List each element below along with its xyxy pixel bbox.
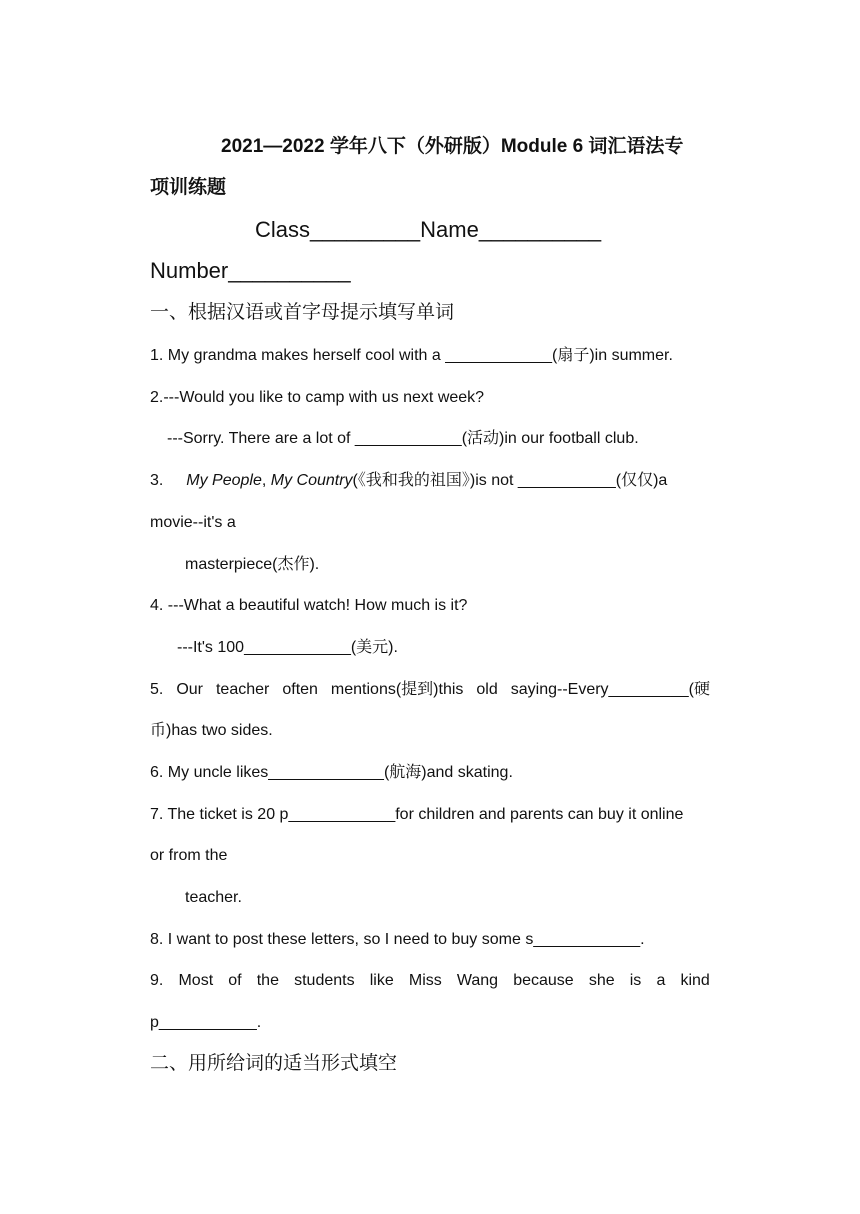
title-line-1: 2021—2022 学年八下（外研版）Module 6 词汇语法专 (221, 136, 684, 157)
question-9-line-2: p___________. (150, 1014, 262, 1031)
question-7-line-3: teacher. (185, 889, 242, 906)
q9-word: a (656, 972, 666, 989)
q5-word: mentions(提到)this (330, 681, 464, 698)
question-3-line-1 (150, 471, 667, 491)
q9-word: is (629, 972, 642, 989)
question-4-line-1: 4. ---What a beautiful watch! How much is it? (150, 597, 468, 614)
q9-word: Wang (456, 972, 499, 989)
question-2-line-1: 2.---Would you like to camp with us next week? (150, 389, 485, 406)
section-2-heading: 二、用所给词的适当形式填空 (150, 1053, 398, 1074)
q9-word: because (513, 972, 574, 989)
movie-title-part-1: My People (186, 472, 262, 489)
q5-word: saying--Every_________(硬 (510, 681, 710, 698)
question-6: 6. My uncle likes_____________(航海)and skating. (150, 764, 513, 781)
q9-word: Most (178, 972, 214, 989)
question-9-line-1 (150, 971, 710, 991)
q5-word: teacher (215, 681, 270, 698)
q9-word: 9. (150, 972, 164, 989)
question-5-line-2: 币)has two sides. (150, 722, 273, 739)
q9-word: she (588, 972, 615, 989)
movie-title-part-2: My Country (270, 472, 353, 489)
question-8: 8. I want to post these letters, so I need to buy some s____________. (150, 931, 645, 948)
q9-word: of (228, 972, 242, 989)
q9-word: kind (680, 972, 710, 989)
q5-word: old (476, 681, 498, 698)
question-7-line-1: 7. The ticket is 20 p____________for children and parents can buy it online (150, 806, 684, 823)
movie-title-comma: , (261, 472, 271, 489)
class-name-line: Class_________Name__________ (255, 217, 602, 242)
question-5-line-1 (150, 680, 710, 700)
section-1-heading: 一、根据汉语或首字母提示填写单词 (150, 302, 455, 323)
question-3-line-2: movie--it's a (150, 514, 236, 531)
question-3-rest: (《我和我的祖国》)is not ___________(仅仅)a (352, 472, 668, 489)
number-line: Number__________ (150, 258, 351, 283)
q9-word: students (294, 972, 355, 989)
q9-word: like (369, 972, 394, 989)
question-4-line-2: ---It's 100____________(美元). (177, 639, 398, 656)
q5-word: often (282, 681, 318, 698)
question-1: 1. My grandma makes herself cool with a ____________(扇子)in summer. (150, 347, 673, 364)
q5-word: Our (176, 681, 203, 698)
q5-word: 5. (150, 681, 164, 698)
question-2-line-2: ---Sorry. There are a lot of ____________(活动)in our football club. (167, 430, 639, 447)
question-3-number: 3. (150, 472, 164, 489)
q9-word: Miss (408, 972, 442, 989)
title-line-2: 项训练题 (150, 177, 227, 198)
question-7-line-2: or from the (150, 847, 228, 864)
q9-word: the (256, 972, 279, 989)
question-3-line-3: masterpiece(杰作). (185, 556, 320, 573)
